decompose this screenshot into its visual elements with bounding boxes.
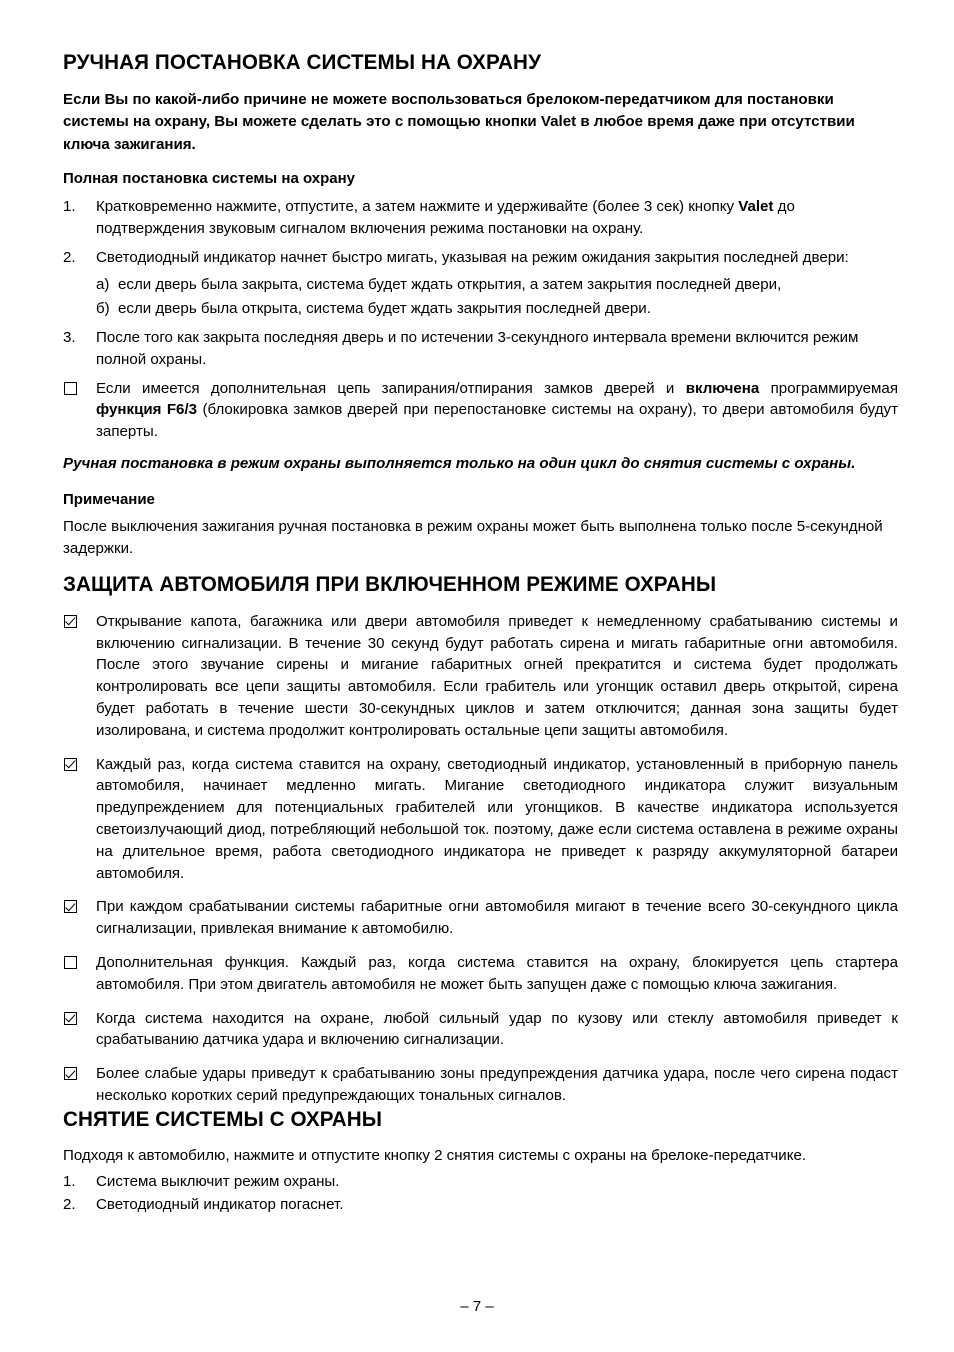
- list-marker: 2.: [63, 248, 76, 266]
- function-code-f6-3: функция F6/3: [96, 401, 198, 419]
- feature-text: Более слабые удары приведут к срабатыванию зоны предупреждения датчика удара, после чего сирена подаст несколько коротких серий предупреждающих тональных сигналов.: [96, 1065, 898, 1104]
- step-text: Светодиодный индикатор начнет быстро мигать, указывая на режим ожидания закрытия последней двери:: [96, 248, 849, 266]
- disarming-steps: [63, 1171, 898, 1216]
- sub-item-text: если дверь была открыта, система будет ждать закрытия последней двери.: [118, 300, 651, 318]
- list-item: [63, 247, 898, 269]
- list-item: [63, 1171, 898, 1193]
- list-item: [63, 896, 898, 940]
- feature-text: Открывание капота, багажника или двери автомобиля приведет к немедленному срабатыванию системы и включению сигнализации. В течение 30 секунд будут работать сирена и мигать габаритные огни автомобиля. После этого звучание сирены и мигание габаритных огней прекратится и система будет продолжать контролировать все цепи защиты автомобиля. Если грабитель или угонщик оставил дверь открытой, сирена будет работать в течение шести 30-секундных циклов и затем отключится; данная зона защиты будет изолирована, и система продолжит контролировать остальные цепи защиты автомобиля.: [96, 612, 898, 739]
- manual-arming-step-three: [63, 327, 898, 371]
- feature-text: Каждый раз, когда система ставится на охрану, светодиодный индикатор, установленный в приборную панель автомобиля, начинает медленно мигать. Мигание светодиодного индикатора служит визуальным предупреждением для потенциальных грабителей или угонщиков. В качестве индикатора используется светоизлучающий диод, потребляющий небольшой ток. поэтому, даже если система оставлена в режиме охраны на длительное время, работа светодиодного индикатора не приведет к разряду аккумуляторной батареи автомобиля.: [96, 755, 898, 882]
- note-title: Примечание: [63, 490, 155, 508]
- manual-arming-steps: [63, 196, 898, 268]
- list-marker: 2.: [63, 1196, 76, 1214]
- door-state-sub-items: [63, 274, 898, 320]
- section-heading-protection: ЗАЩИТА АВТОМОБИЛЯ ПРИ ВКЛЮЧЕННОМ РЕЖИМЕ ОХРАНЫ: [63, 572, 717, 597]
- step-text: После того как закрыта последняя дверь и по истечении 3-секундного интервала времени включится режим полной охраны.: [96, 328, 859, 368]
- lead-text-part1: Если Вы по какой-либо причине не можете воспользоваться брелоком-передатчиком для постановки системы на охрану, Вы можете сделать это с помощью кнопки: [63, 90, 834, 131]
- subheading-full-arming: Полная постановка системы на охрану: [63, 170, 356, 188]
- list-marker: 3.: [63, 328, 76, 346]
- note-text: После выключения зажигания ручная постановка в режим охраны может быть выполнена только после 5-секундной задержки.: [63, 518, 883, 558]
- list-item: [96, 274, 898, 296]
- list-item: [63, 196, 898, 240]
- checkbox-checked-icon: [64, 1067, 77, 1080]
- step-text: Система выключит режим охраны.: [96, 1173, 340, 1191]
- list-item: [63, 1008, 898, 1052]
- list-marker: 1.: [63, 1173, 76, 1191]
- manual-arming-lead-paragraph: [63, 89, 898, 157]
- valet-keyword: Valet: [738, 197, 774, 215]
- step-text-after: до подтверждения звуковым сигналом включения режима постановки на охрану.: [96, 197, 795, 237]
- lead-text-part2: в любое время даже при отсутствии ключа зажигания.: [63, 113, 855, 153]
- list-marker: а): [96, 276, 110, 294]
- note-text-part2: программируемая: [759, 379, 899, 397]
- checkbox-unchecked-icon: [64, 382, 77, 395]
- manual-arming-emphasis: Ручная постановка в режим охраны выполняется только на один цикл до снятия системы с охраны.: [63, 454, 856, 472]
- protection-feature-list: [63, 611, 898, 1107]
- valet-button-name: Valet: [540, 113, 577, 131]
- disarming-intro: Подходя к автомобилю, нажмите и отпустите кнопку 2 снятия системы с охраны на брелоке-передатчике.: [63, 1147, 807, 1165]
- list-item: [63, 754, 898, 885]
- section-heading-manual-arming: РУЧНАЯ ПОСТАНОВКА СИСТЕМЫ НА ОХРАНУ: [63, 50, 542, 74]
- enabled-keyword: включена: [685, 379, 760, 397]
- feature-text: Дополнительная функция. Каждый раз, когда система ставится на охрану, блокируется цепь стартера автомобиля. При этом двигатель автомобиля не может быть запущен даже с помощью ключа зажигания.: [96, 953, 898, 993]
- step-text-before: Кратковременно нажмите, отпустите, а затем нажмите и удерживайте (более 3 сек) кнопку: [96, 197, 739, 215]
- list-item: [63, 952, 898, 996]
- feature-text: При каждом срабатывании системы габаритные огни автомобиля мигают в течение всего 30-секундного цикла сигнализации, привлекая внимание к автомобилю.: [96, 898, 898, 938]
- list-marker: б): [96, 300, 110, 318]
- note-block: [63, 489, 898, 560]
- checkbox-checked-icon: [64, 1012, 77, 1025]
- list-item: [63, 1063, 898, 1107]
- note-text-part3: (блокировка замков дверей при перепостановке системы на охрану), то двери автомобиля будут заперты.: [96, 401, 898, 441]
- sub-item-text: если дверь была закрыта, система будет ждать открытия, а затем закрытия последней двери,: [118, 276, 782, 294]
- list-item: [63, 1194, 898, 1216]
- note-text-part1: Если имеется дополнительная цепь запирания/отпирания замков дверей и: [96, 379, 686, 397]
- checkbox-unchecked-icon: [64, 956, 77, 969]
- feature-text: Когда система находится на охране, любой сильный удар по кузову или стеклу автомобиля приведет к срабатыванию датчика удара и включению сигнализации.: [96, 1009, 898, 1049]
- list-item: [96, 298, 898, 320]
- step-text: Светодиодный индикатор погаснет.: [96, 1196, 344, 1214]
- list-item: [63, 611, 898, 742]
- checkbox-checked-icon: [64, 615, 77, 628]
- checkbox-checked-icon: [64, 900, 77, 913]
- list-marker: 1.: [63, 197, 76, 215]
- page-number: – 7 –: [460, 1297, 494, 1315]
- list-item: [63, 327, 898, 371]
- section-heading-disarming: СНЯТИЕ СИСТЕМЫ С ОХРАНЫ: [63, 1106, 383, 1131]
- checkbox-checked-icon: [64, 758, 77, 771]
- page-content: [63, 50, 898, 1216]
- door-lock-function-note: [63, 378, 898, 443]
